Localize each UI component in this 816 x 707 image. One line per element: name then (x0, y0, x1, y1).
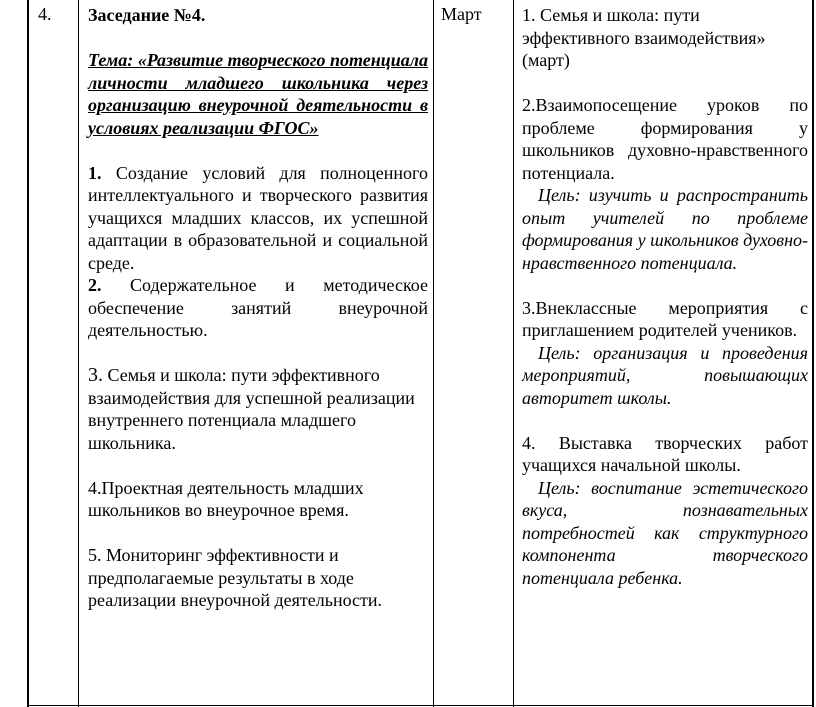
agenda-item-5 (88, 544, 428, 612)
activity-2-goal: Цель: изучить и распространить опыт учителей по проблеме формирования у школьников духовно-нравственного потенциала. (522, 185, 808, 273)
agenda-item-text: Семья и школа: пути эффективного взаимодействия для успешной реализации внутреннего потенциала младшего школьника. (88, 365, 415, 453)
column-divider-1 (78, 0, 79, 707)
meeting-cell (88, 4, 428, 612)
activity-3-goal: Цель: организация и проведения мероприятий, повышающих авторитет школы. (522, 342, 808, 408)
row-number: 4. (38, 4, 52, 24)
meeting-title: Заседание №4. (88, 5, 206, 25)
month-cell: Март (441, 4, 482, 24)
table-border-right (812, 0, 814, 707)
activity-4: 4. Выставка творческих работ учащихся начальной школы. (522, 432, 808, 475)
agenda-item-text: Содержательное и методическое обеспечение занятий внеурочной деятельностью. (88, 275, 428, 340)
agenda-item-2 (88, 274, 428, 342)
activity-1: 1. Семья и школа: пути эффективного взаимодействия» (март) (522, 5, 766, 70)
agenda-item-number: 1. (88, 162, 102, 183)
agenda-item-number: 5. (88, 545, 102, 565)
agenda-item-1 (88, 162, 428, 275)
activity-4-goal: Цель: воспитание эстетического вкуса, познавательных потребностей как структурного компонента творческого потенциала ребенка. (522, 477, 808, 588)
column-divider-2 (433, 0, 434, 707)
agenda-item-text: Мониторинг эффективности и предполагаемые результаты в ходе реализации внеурочной деятельности. (88, 545, 383, 610)
agenda-item-4 (88, 477, 428, 522)
activity-3: 3.Внеклассные мероприятия с приглашением родителей учеников. (522, 297, 808, 340)
agenda-item-3 (88, 364, 428, 454)
activity-2: 2.Взаимопосещение уроков по проблеме формирования у школьников духовно-нравственного потенциала. (522, 95, 808, 183)
agenda-item-number: 3. (88, 364, 103, 386)
agenda-item-text: Проектная деятельность младших школьников во внеурочное время. (88, 477, 364, 520)
agenda-item-number: 4. (88, 477, 102, 498)
column-divider-3 (513, 0, 514, 707)
meeting-topic: Тема: «Развитие творческого потенциала личности младшего школьника через организацию внеурочной деятельности в условиях реализации ФГОС» (88, 50, 428, 138)
activities-cell (522, 4, 808, 589)
agenda-item-number: 2. (88, 275, 102, 295)
table-border-bottom (27, 705, 813, 706)
table-border-left (27, 0, 29, 707)
agenda-item-text: Создание условий для полноценного интеллектуального и творческого развития учащихся младших классов, их успешной адаптации в образовательной и социальной среде. (88, 162, 428, 273)
